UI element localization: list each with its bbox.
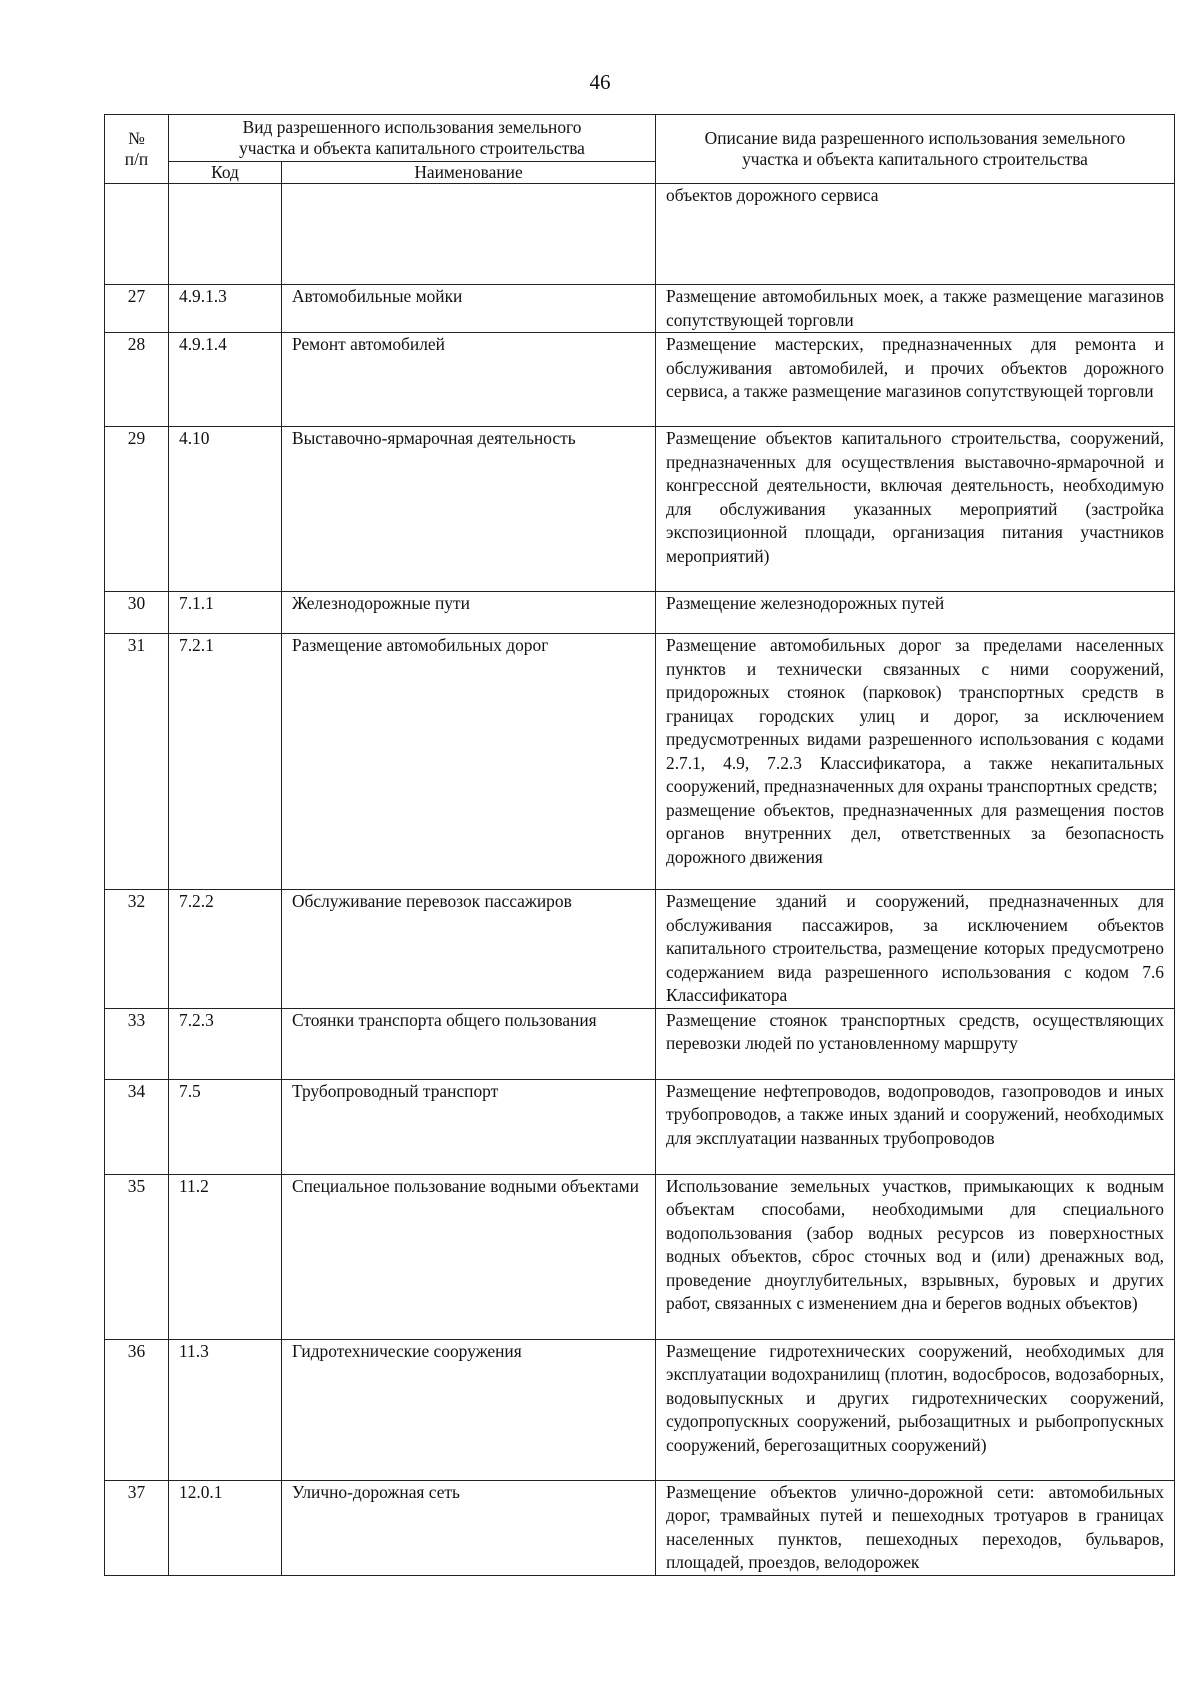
row-num: 29: [105, 427, 169, 592]
row-num: 35: [105, 1174, 169, 1339]
table-row: [105, 1174, 1175, 1339]
row-description: Размещение железнодорожных путей: [656, 592, 1175, 634]
row-name: Железнодорожные пути: [282, 592, 656, 634]
row-code: 7.1.1: [169, 592, 282, 634]
row-num: [105, 184, 169, 285]
row-description: [656, 634, 1175, 890]
header-desc-line2: участка и объекта капитального строительства: [742, 149, 1088, 169]
row-name: Выставочно-ярмарочная деятельность: [282, 427, 656, 592]
land-use-table: [104, 114, 1175, 1576]
table-row: [105, 1008, 1175, 1079]
table-row: [105, 285, 1175, 333]
table-row: [105, 1339, 1175, 1480]
row-description: Размещение нефтепроводов, водопроводов, газопроводов и иных трубопроводов, а также иных зданий и сооружений, необходимых для эксплуатации названных трубопроводов: [656, 1079, 1175, 1174]
row-code: 7.2.3: [169, 1008, 282, 1079]
row-name: Ремонт автомобилей: [282, 333, 656, 427]
row-name: Размещение автомобильных дорог: [282, 634, 656, 890]
row-code: 4.9.1.3: [169, 285, 282, 333]
header-code: Код: [169, 162, 282, 184]
row-num: 33: [105, 1008, 169, 1079]
row-code: 7.2.2: [169, 890, 282, 1009]
row-code: 11.2: [169, 1174, 282, 1339]
row-name: Специальное пользование водными объектами: [282, 1174, 656, 1339]
row-name: Стоянки транспорта общего пользования: [282, 1008, 656, 1079]
row-num: 28: [105, 333, 169, 427]
row-code: 12.0.1: [169, 1480, 282, 1575]
row-name: Гидротехнические сооружения: [282, 1339, 656, 1480]
row-num: 34: [105, 1079, 169, 1174]
table-row: [105, 1480, 1175, 1575]
row-description: Использование земельных участков, примыкающих к водным объектам способами, необходимыми для специального водопользования (забор водных ресурсов из поверхностных водных объектов, сброс сточных вод и (или) дренажных вод, проведение дноуглубительных, взрывных, буровых и других работ, связанных с изменением дна и берегов водных объектов): [656, 1174, 1175, 1339]
table-row: [105, 634, 1175, 890]
row-code: 7.5: [169, 1079, 282, 1174]
row-code: [169, 184, 282, 285]
row-code: 4.10: [169, 427, 282, 592]
table-row: [105, 890, 1175, 1009]
table-row: [105, 427, 1175, 592]
table-row: [105, 1079, 1175, 1174]
header-group-line2: участка и объекта капитального строительства: [239, 138, 585, 158]
row-description: Размещение гидротехнических сооружений, необходимых для эксплуатации водохранилищ (плотин, водосбросов, водозаборных, водовыпускных и других гидротехнических сооружений, судопропускных сооружений, рыбозащитных и рыбопропускных сооружений, берегозащитных сооружений): [656, 1339, 1175, 1480]
header-num-line2: п/п: [124, 149, 149, 169]
row-description: Размещение мастерских, предназначенных для ремонта и обслуживания автомобилей, и прочих объектов дорожного сервиса, а также размещение магазинов сопутствующей торговли: [656, 333, 1175, 427]
row-name: [282, 184, 656, 285]
table-row: [105, 592, 1175, 634]
header-num: [105, 115, 169, 184]
row-description: объектов дорожного сервиса: [656, 184, 1175, 285]
row-num: 27: [105, 285, 169, 333]
row-description: Размещение объектов капитального строительства, сооружений, предназначенных для осуществления выставочно-ярмарочной и конгрессной деятельности, включая деятельность, необходимую для обслуживания указанных мероприятий (застройка экспозиционной площади, организация питания участников мероприятий): [656, 427, 1175, 592]
row-description-part2: размещение объектов, предназначенных для размещения постов органов внутренних дел, ответственных за безопасность дорожного движения: [666, 799, 1164, 867]
row-num: 37: [105, 1480, 169, 1575]
row-description: Размещение автомобильных моек, а также размещение магазинов сопутствующей торговли: [656, 285, 1175, 333]
row-num: 30: [105, 592, 169, 634]
row-code: 11.3: [169, 1339, 282, 1480]
row-num: 31: [105, 634, 169, 890]
row-description-part1: Размещение автомобильных дорог за пределами населенных пунктов и технически связанных с ними сооружений, придорожных стоянок (парковок) транспортных средств в границах городских улиц и дорог, за исключением предусмотренных видами разрешенного использования с кодами 2.7.1, 4.9, 7.2.3 Классификатора, а также некапитальных сооружений, предназначенных для охраны транспортных средств;: [666, 635, 1164, 796]
row-description: Размещение объектов улично-дорожной сети: автомобильных дорог, трамвайных путей и пешеходных тротуаров в границах населенных пунктов, пешеходных переходов, бульваров, площадей, проездов, велодорожек: [656, 1480, 1175, 1575]
header-name: Наименование: [282, 162, 656, 184]
table-row-continuation: [105, 184, 1175, 285]
row-name: Улично-дорожная сеть: [282, 1480, 656, 1575]
row-description: Размещение стоянок транспортных средств, осуществляющих перевозки людей по установленному маршруту: [656, 1008, 1175, 1079]
table-header: [105, 115, 1175, 184]
row-description: Размещение зданий и сооружений, предназначенных для обслуживания пассажиров, за исключением объектов капитального строительства, размещение которых предусмотрено содержанием вида разрешенного использования с кодом 7.6 Классификатора: [656, 890, 1175, 1009]
row-name: Трубопроводный транспорт: [282, 1079, 656, 1174]
header-num-line1: №: [128, 128, 145, 148]
header-description: [656, 115, 1175, 184]
header-group-line1: Вид разрешенного использования земельного: [242, 117, 582, 137]
header-desc-line1: Описание вида разрешенного использования земельного: [704, 128, 1126, 148]
row-num: 36: [105, 1339, 169, 1480]
row-name: Автомобильные мойки: [282, 285, 656, 333]
row-code: 4.9.1.4: [169, 333, 282, 427]
header-group: [169, 115, 656, 162]
page-number: 46: [589, 70, 611, 94]
row-name: Обслуживание перевозок пассажиров: [282, 890, 656, 1009]
table-row: [105, 333, 1175, 427]
row-num: 32: [105, 890, 169, 1009]
row-code: 7.2.1: [169, 634, 282, 890]
